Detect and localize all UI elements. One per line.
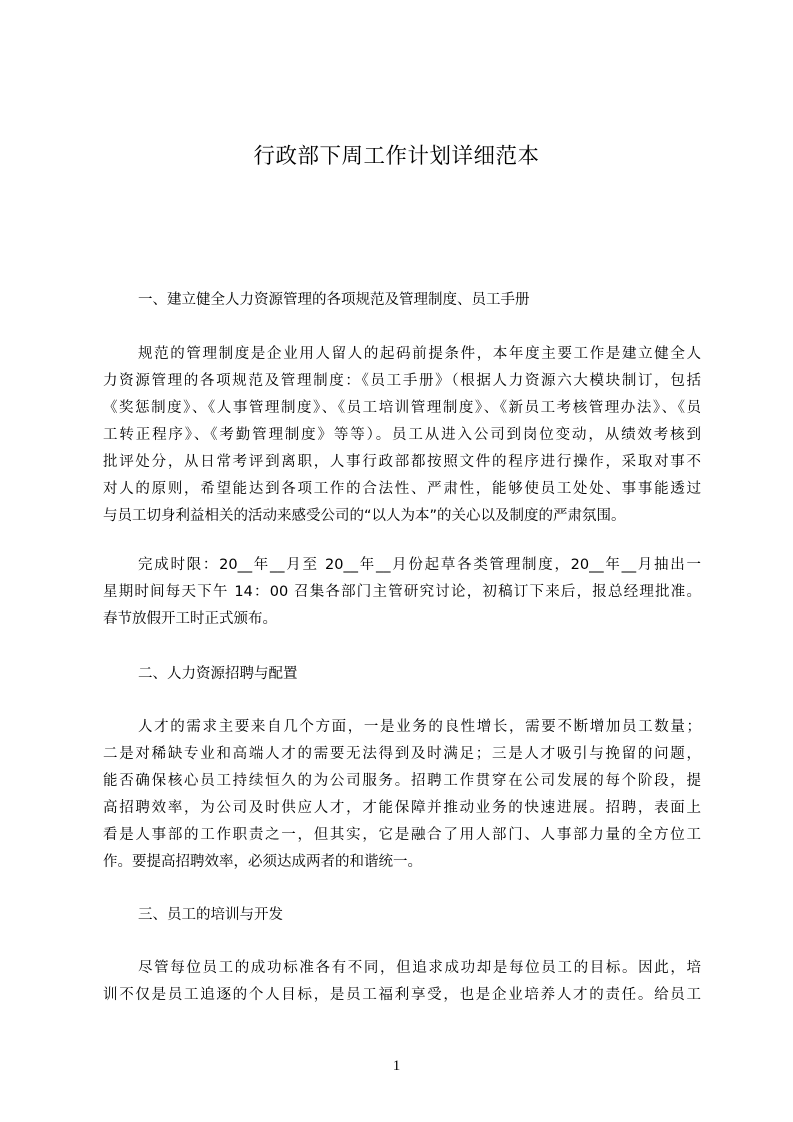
- paragraph-line: 作。要提高招聘效率，必须达成两者的和谐统一。: [103, 854, 422, 870]
- paragraph-line: 训不仅是员工追逐的个人目标，是员工福利享受，也是企业培养人才的责任。给员工: [103, 987, 701, 1003]
- section-heading-3: 三、员工的培训与开发: [138, 907, 283, 923]
- paragraph-line: 春节放假开工时正式颁布。: [103, 611, 277, 627]
- paragraph-line: 批评处分，从日常考评到离职，人事行政部都按照文件的程序进行操作，采取对事不: [103, 454, 701, 470]
- section-heading-2: 二、人力资源招聘与配置: [138, 666, 298, 682]
- paragraph-line: 星期时间每天下午 14：00 召集各部门主管研究讨论，初稿订下来后，报总经理批准。: [103, 584, 701, 600]
- paragraph-line: 与员工切身利益相关的活动来感受公司的“以人为本”的关心以及制度的严肃氛围。: [103, 508, 626, 524]
- page-number: 1: [392, 1058, 401, 1074]
- paragraph-line: 尽管每位员工的成功标准各有不同，但追求成功却是每位员工的目标。因此，培: [138, 960, 701, 976]
- paragraph-line: 《奖惩制度》、《人事管理制度》、《员工培训管理制度》、《新员工考核管理办法》、《员: [103, 400, 701, 416]
- paragraph-line: 能否确保核心员工持续恒久的为公司服务。招聘工作贯穿在公司发展的每个阶段，提: [103, 773, 701, 789]
- paragraph-line: 工转正程序》、《考勤管理制度》等等）。员工从进入公司到岗位变动，从绩效考核到: [103, 427, 701, 443]
- paragraph-line: 完成时限：20__年__月至 20__年__月份起草各类管理制度，20__年__月抽出一: [138, 557, 701, 573]
- paragraph-line: 看是人事部的工作职责之一，但其实，它是融合了用人部门、人事部力量的全方位工: [103, 827, 701, 843]
- section-3-paragraph-1: [103, 955, 701, 1009]
- paragraph-line: 二是对稀缺专业和高端人才的需要无法得到及时满足；三是人才吸引与挽留的问题，: [103, 746, 701, 762]
- section-heading-1: 一、建立健全人力资源管理的各项规范及管理制度、员工手册: [138, 292, 530, 308]
- paragraph-line: 力资源管理的各项规范及管理制度：《员工手册》（根据人力资源六大模块制订，包括: [103, 373, 701, 389]
- section-1-paragraph-1: [103, 341, 701, 530]
- paragraph-line: 对人的原则，希望能达到各项工作的合法性、严肃性，能够使员工处处、事事能透过: [103, 481, 701, 497]
- paragraph-line: 人才的需求主要来自几个方面，一是业务的良性增长，需要不断增加员工数量；: [138, 719, 701, 735]
- page-title: 行政部下周工作计划详细范本: [253, 144, 540, 169]
- paragraph-line: 高招聘效率，为公司及时供应人才，才能保障并推动业务的快速进展。招聘，表面上: [103, 800, 701, 816]
- section-2-paragraph-1: [103, 714, 701, 876]
- section-1-paragraph-2: [103, 552, 701, 633]
- paragraph-line: 规范的管理制度是企业用人留人的起码前提条件，本年度主要工作是建立健全人: [138, 346, 701, 362]
